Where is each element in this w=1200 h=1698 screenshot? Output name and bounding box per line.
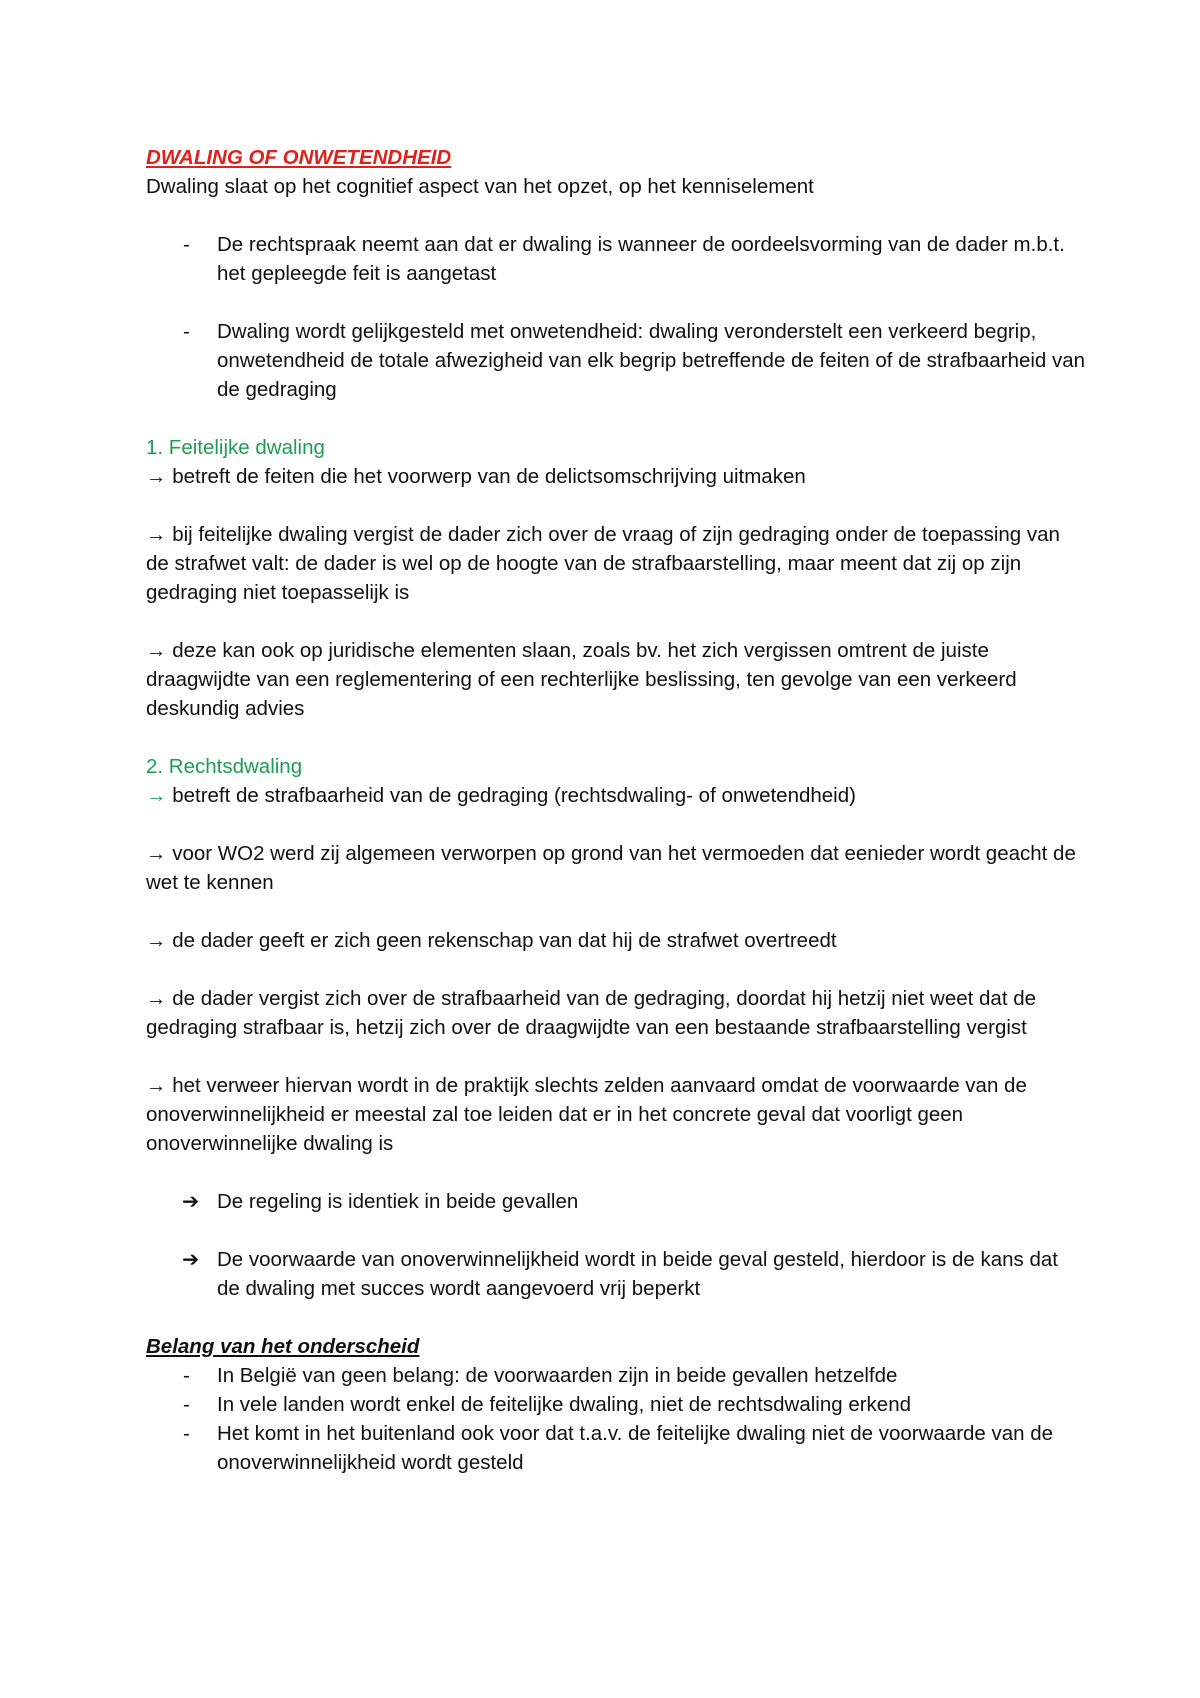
section-heading-feitelijke: 1. Feitelijke dwaling	[146, 436, 325, 459]
paragraph: → de dader geeft er zich geen rekenschap van dat hij de strafwet overtreedt	[146, 929, 837, 952]
paragraph: → deze kan ook op juridische elementen slaan, zoals bv. het zich vergissen omtrent de juiste draagwijdte van een reglementering of een rechterlijke beslissing, ten gevolge van een verkeerd deskundig advies	[146, 639, 1017, 720]
section-heading-rechtsdwaling: 2. Rechtsdwaling	[146, 755, 303, 778]
section-heading-belang: Belang van het onderscheid	[146, 1335, 420, 1358]
intro-text: Dwaling slaat op het cognitief aspect van het opzet, op het kenniselement	[146, 175, 814, 198]
list-item	[146, 1390, 1086, 1419]
paragraph: → het verweer hiervan wordt in de praktijk slechts zelden aanvaard omdat de voorwaarde van de onoverwinnelijkheid er meestal zal toe leiden dat er in het concrete geval dat voorligt geen onoverwinnelijke dwaling is	[146, 1074, 1027, 1155]
list-item-text: Het komt in het buitenland ook voor dat t.a.v. de feitelijke dwaling niet de voorwaarde van de onoverwinnelijkheid wordt gesteld	[217, 1422, 1054, 1474]
document-title: DWALING OF ONWETENDHEID	[146, 146, 452, 169]
conclusion-text: De voorwaarde van onoverwinnelijkheid wordt in beide geval gesteld, hierdoor is de kans dat de dwaling met succes wordt aangevoerd vrij beperkt	[217, 1248, 1059, 1300]
list-item-text: In vele landen wordt enkel de feitelijke dwaling, niet de rechtsdwaling erkend	[217, 1393, 912, 1416]
dash-marker: -	[183, 1364, 190, 1387]
paragraph: → betreft de feiten die het voorwerp van de delictsomschrijving uitmaken	[146, 465, 806, 488]
document-page	[146, 143, 1086, 1477]
paragraph	[146, 781, 1086, 810]
paragraph-text: betreft de strafbaarheid van de gedraging (rechtsdwaling- of onwetendheid)	[166, 784, 856, 807]
conclusion-text: De regeling is identiek in beide gevallen	[217, 1190, 579, 1213]
arrow-icon: ➔	[182, 1248, 200, 1271]
paragraph: → voor WO2 werd zij algemeen verworpen op grond van het vermoeden dat eenieder wordt geacht de wet te kennen	[146, 842, 1076, 894]
conclusion-item	[146, 1245, 1086, 1303]
list-item	[146, 230, 1086, 288]
conclusion-item	[146, 1187, 1086, 1216]
list-item	[146, 1419, 1086, 1477]
arrow-icon: →	[146, 784, 167, 807]
dash-marker: -	[183, 1393, 190, 1416]
dash-marker: -	[183, 233, 190, 256]
dash-marker: -	[183, 1422, 190, 1445]
list-item-text: De rechtspraak neemt aan dat er dwaling is wanneer de oordeelsvorming van de dader m.b.t. het gepleegde feit is aangetast	[217, 233, 1065, 285]
list-item	[146, 317, 1086, 404]
paragraph: → de dader vergist zich over de strafbaarheid van de gedraging, doordat hij hetzij niet weet dat de gedraging strafbaar is, hetzij zich over de draagwijdte van een bestaande strafbaarstelling vergist	[146, 987, 1037, 1039]
dash-marker: -	[183, 320, 190, 343]
list-item-text: In België van geen belang: de voorwaarden zijn in beide gevallen hetzelfde	[217, 1364, 898, 1387]
list-item-text: Dwaling wordt gelijkgesteld met onwetendheid: dwaling veronderstelt een verkeerd begrip, onwetendheid de totale afwezigheid van elk begrip betreffende de feiten of de strafbaarheid van de gedraging	[217, 320, 1086, 401]
paragraph: → bij feitelijke dwaling vergist de dader zich over de vraag of zijn gedraging onder de toepassing van de strafwet valt: de dader is wel op de hoogte van de strafbaarstelling, maar meent dat zij op zijn gedraging niet toepasselijk is	[146, 523, 1060, 604]
arrow-icon: ➔	[182, 1190, 200, 1213]
list-item	[146, 1361, 1086, 1390]
